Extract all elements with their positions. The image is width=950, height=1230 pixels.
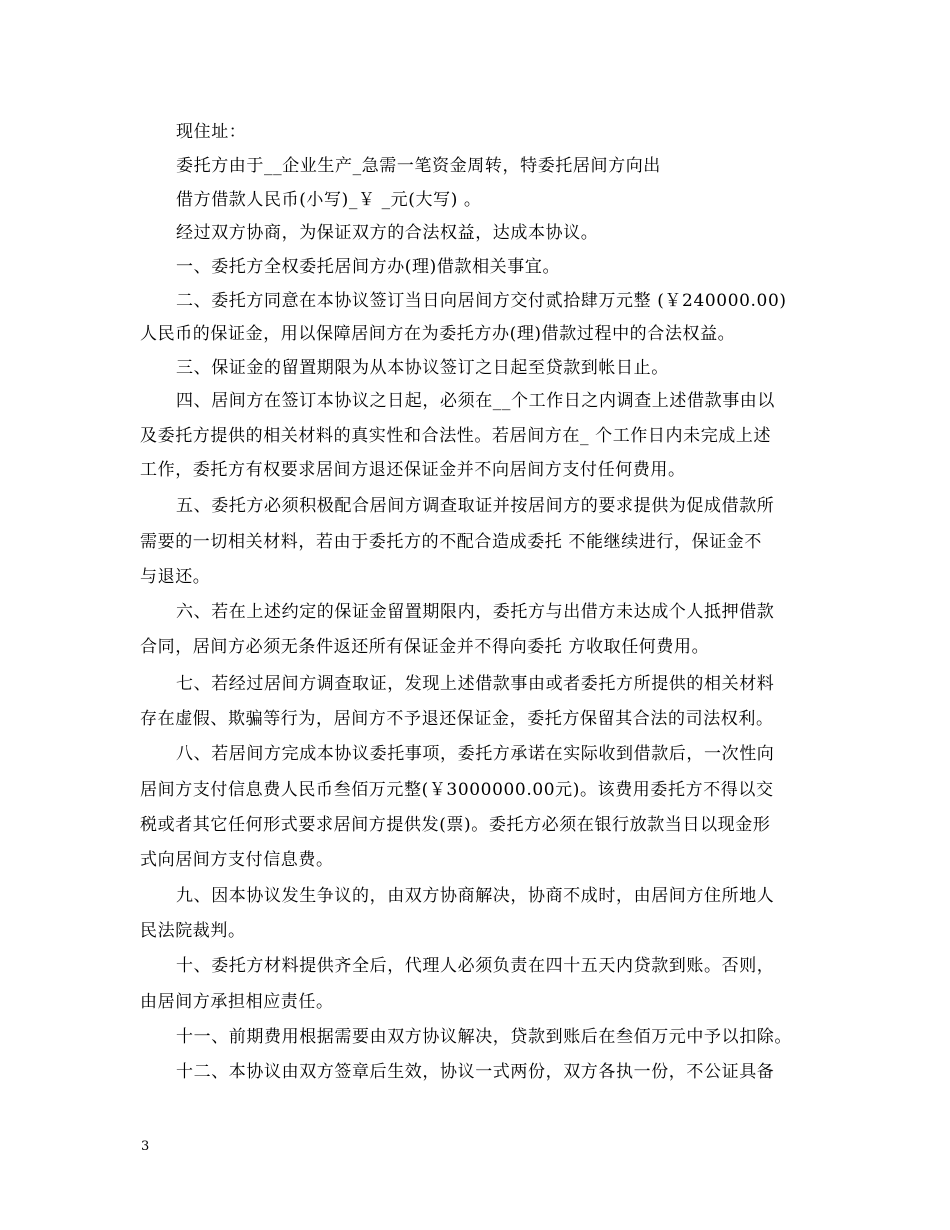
text-line: 经过双方协商，为保证双方的合法权益，达成本协议。 [176,223,599,243]
text-line: 四、居间方在签订本协议之日起，必须在__个工作日之内调查上述借款事由以 [176,391,775,411]
text-line: 人民币的保证金，用以保障居间方在为委托方办(理)借款过程中的合法权益。 [140,324,736,344]
text-line: 工作，委托方有权要求居间方退还保证金并不向居间方支付任何费用。 [140,460,686,480]
text-line: 十一、前期费用根据需要由双方协议解决，贷款到账后在叁佰万元中予以扣除。 [176,1027,792,1047]
text-line: 八、若居间方完成本协议委托事项，委托方承诺在实际收到借款后，一次性向 [176,744,775,764]
text-line: 委托方由于__企业生产_急需一笔资金周转，特委托居间方向出 [176,156,661,176]
page-number: 3 [141,1139,150,1154]
text-line: 合同，居间方必须无条件返还所有保证金并不得向委托 方收取任何费用。 [140,637,710,657]
text-line: 五、委托方必须积极配合居间方调查取证并按居间方的要求提供为促成借款所 [176,496,775,516]
text-line: 三、保证金的留置期限为从本协议签订之日起至贷款到帐日止。 [176,358,669,378]
text-line: 由居间方承担相应责任。 [140,992,334,1012]
text-line: 十、委托方材料提供齐全后，代理人必须负责在四十五天内贷款到账。否则， [176,956,775,976]
text-line: 二、委托方同意在本协议签订当日向居间方交付贰拾肆万元整 (￥240000.00) [176,291,787,311]
text-line: 十二、本协议由双方签章后生效，协议一式两份，双方各执一份，不公证具备 [176,1062,775,1082]
text-line: 存在虚假、欺骗等行为，居间方不予退还保证金，委托方保留其合法的司法权利。 [140,709,774,729]
text-line: 居间方支付信息费人民币叁佰万元整(￥3000000.00元)。该费用委托方不得以交 [140,780,774,800]
text-line: 借方借款人民币(小写)_￥ _元(大写) 。 [176,190,482,210]
text-line: 税或者其它任何形式要求居间方提供发(票)。委托方必须在银行放款当日以现金形 [140,815,771,835]
text-line: 式向居间方支付信息费。 [140,850,334,870]
text-line: 需要的一切相关材料，若由于委托方的不配合造成委托 不能继续进行，保证金不 [140,532,763,552]
text-line: 一、委托方全权委托居间方办(理)借款相关事宜。 [176,257,561,277]
text-line: 七、若经过居间方调查取证，发现上述借款事由或者委托方所提供的相关材料 [176,674,775,694]
text-line: 与退还。 [140,567,211,587]
text-line: 九、因本协议发生争议的，由双方协商解决，协商不成时，由居间方住所地人 [176,886,775,906]
text-line: 民法院裁判。 [140,921,246,941]
text-line: 现住址： [176,122,247,142]
text-line: 六、若在上述约定的保证金留置期限内，委托方与出借方未达成个人抵押借款 [176,602,775,622]
text-line: 及委托方提供的相关材料的真实性和合法性。若居间方在_ 个工作日内未完成上述 [140,426,772,446]
